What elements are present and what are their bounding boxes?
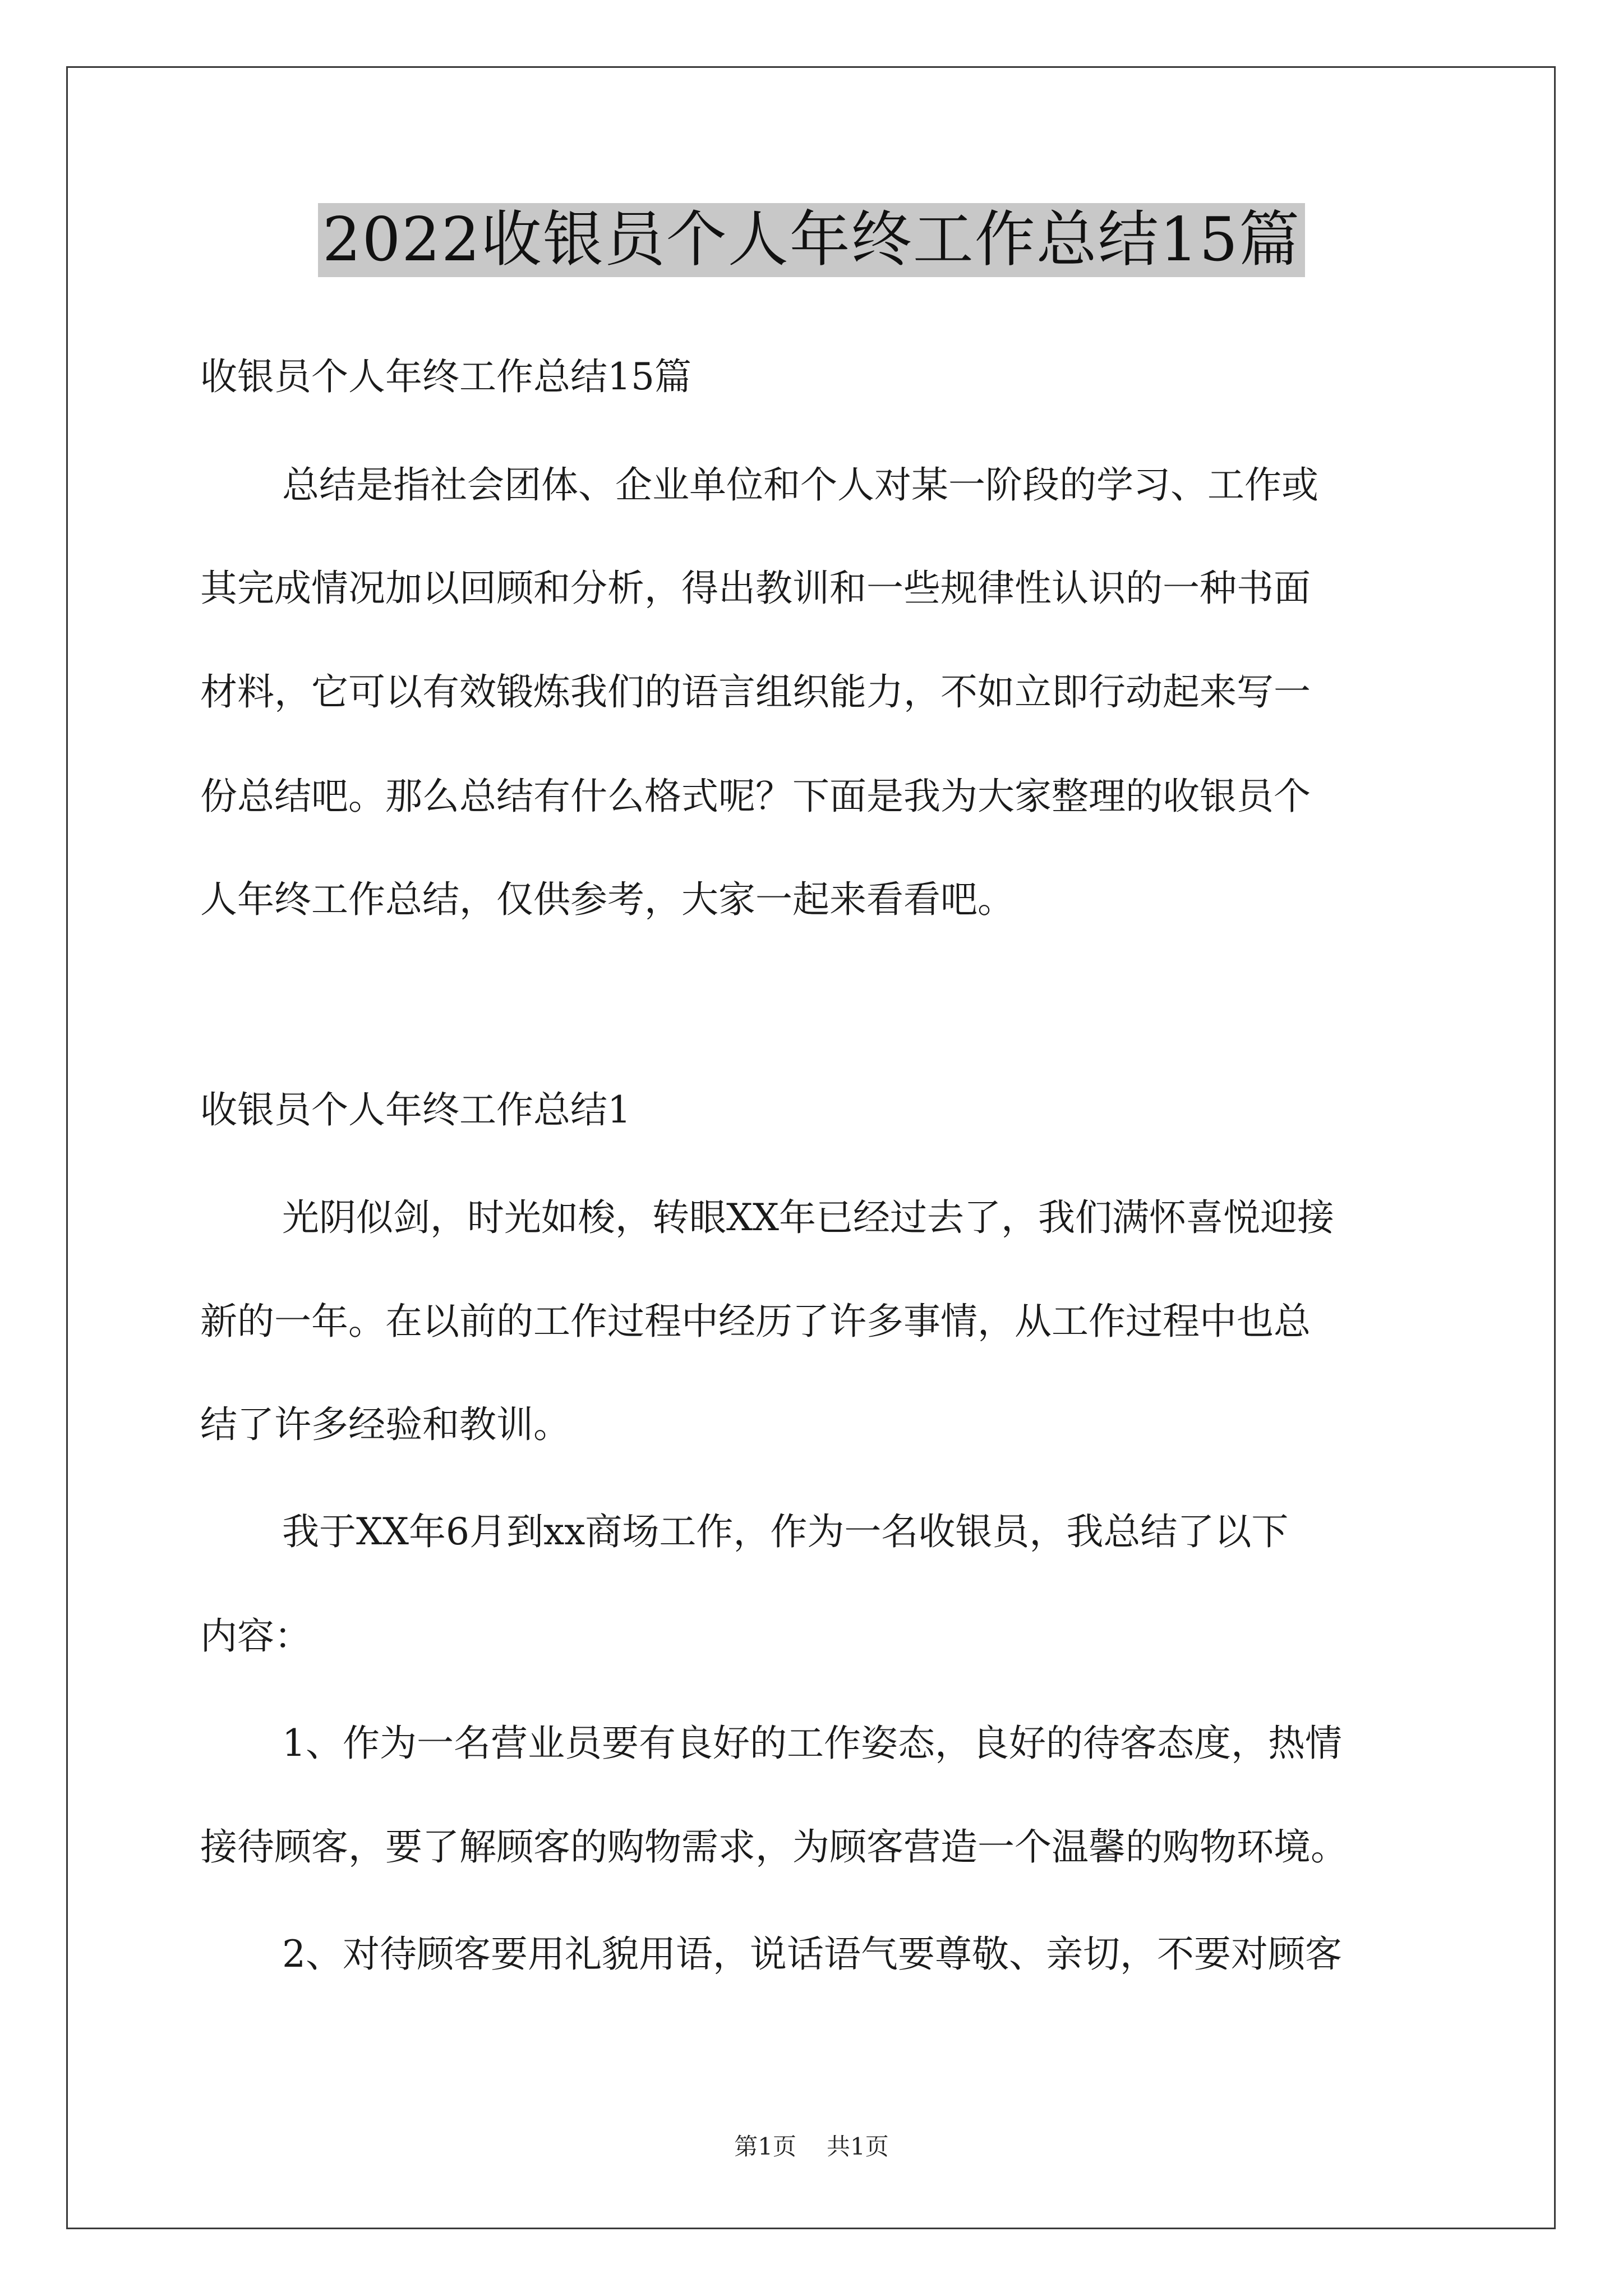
document-title-wrapper: [0, 203, 1623, 277]
paragraph-line: 内容：: [200, 1614, 311, 1658]
page-footer: [0, 2133, 1623, 2161]
document-title: 2022收银员个人年终工作总结15篇: [318, 203, 1305, 277]
subtitle: 收银员个人年终工作总结15篇: [200, 355, 691, 398]
list-item-line: 1、作为一名营业员要有良好的工作姿态，良好的待客态度，热情: [282, 1722, 1342, 1765]
page-total: 共1页: [827, 2133, 889, 2160]
paragraph-line: 结了许多经验和教训。: [200, 1403, 570, 1446]
paragraph-line: 光阴似剑，时光如梭，转眼XX年已经过去了，我们满怀喜悦迎接: [282, 1196, 1334, 1239]
paragraph-line: 我于XX年6月到xx商场工作，作为一名收银员，我总结了以下: [282, 1510, 1289, 1553]
paragraph-line: 新的一年。在以前的工作过程中经历了许多事情，从工作过程中也总: [200, 1300, 1311, 1343]
intro-line: 总结是指社会团体、企业单位和个人对某一阶段的学习、工作或: [282, 463, 1318, 507]
intro-line: 人年终工作总结，仅供参考，大家一起来看看吧。: [200, 878, 1015, 921]
intro-line: 材料，它可以有效锻炼我们的语言组织能力，不如立即行动起来写一: [200, 670, 1311, 714]
intro-line: 其完成情况加以回顾和分析，得出教训和一些规律性认识的一种书面: [200, 567, 1311, 610]
list-item-line: 接待顾客，要了解顾客的购物需求，为顾客营造一个温馨的购物环境。: [200, 1825, 1348, 1869]
list-item-line: 2、对待顾客要用礼貌用语，说话语气要尊敬、亲切，不要对顾客: [282, 1932, 1342, 1976]
page-number: 第1页: [734, 2133, 796, 2160]
intro-line: 份总结吧。那么总结有什么格式呢？下面是我为大家整理的收银员个: [200, 775, 1311, 818]
section-heading: 收银员个人年终工作总结1: [200, 1088, 631, 1131]
